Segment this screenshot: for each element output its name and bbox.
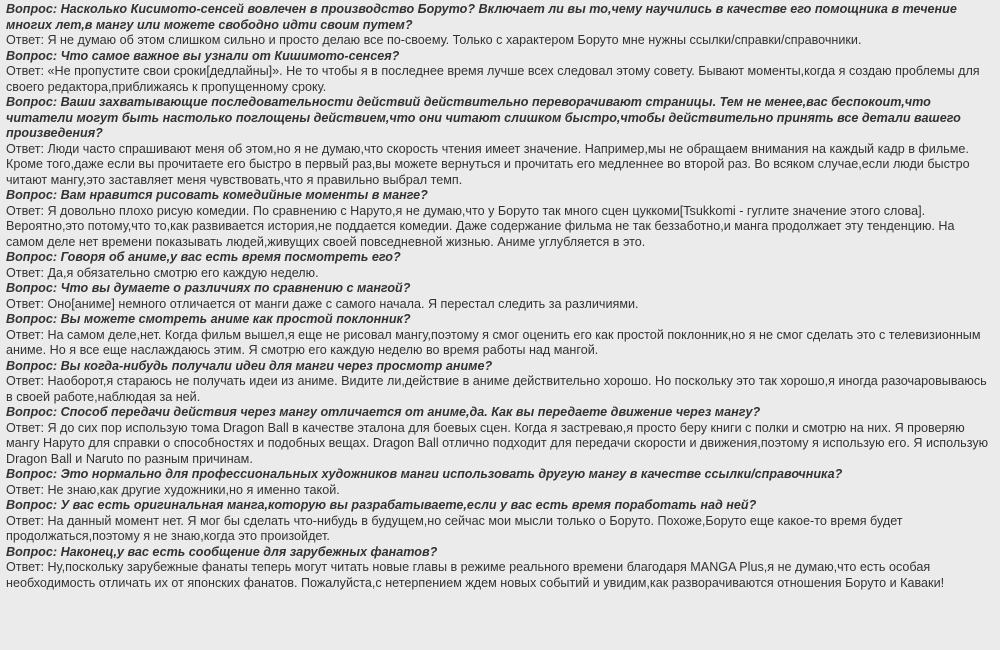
answer: Ответ: Я до сих пор использую тома Dragon Ball в качестве эталона для боевых сцен. Когда я застреваю,я просто беру книги с полки и смотрю на них. Я проверяю мангу Наруто для справки о способностях и подобных вещах. Dragon Ball отлично подходит для передачи скорости и движения,поэтому я использую его. Я использую Dragon Ball и Naruto по разным причинам. (6, 420, 989, 466)
answer: Ответ: На самом деле,нет. Когда фильм вышел,я еще не рисовал мангу,поэтому я смог оценить его как простой поклонник,но я не смог сделать это с телевизионным аниме. Но я все еще наслаждаюсь этим. Я смотрю его каждую неделю во время работы над мангой. (6, 327, 981, 357)
answer: Ответ: Оно[аниме] немного отличается от манги даже с самого начала. Я перестал следить за различиями. (6, 296, 639, 311)
question: Вопрос: Что самое важное вы узнали от Кишимото-сенсея? (6, 48, 400, 63)
question: Вопрос: Это нормально для профессиональных художников манги использовать другую мангу в качестве ссылки/справочника? (6, 467, 843, 481)
answer: Ответ: Не знаю,как другие художники,но я именно такой. (6, 482, 340, 497)
question: Вопрос: Что вы думаете о различиях по сравнению с мангой? (6, 281, 411, 295)
question: Вопрос: Вы можете смотреть аниме как простой поклонник? (6, 312, 411, 326)
answer: Ответ: Люди часто спрашивают меня об этом,но я не думаю,что скорость чтения имеет значение. Например,мы не обращаем внимания на каждый кадр в фильме. Кроме того,даже если вы прочитаете его быстро в первый раз,вы можете вернуться и прочитать его медленнее во второй раз. Во всяком случае,если люди быстро читают мангу,это заставляет меня чувствовать,что я правильно выбрал темп. (6, 141, 970, 187)
question: Вопрос: Вы когда-нибудь получали идеи для манги через просмотр аниме? (6, 358, 493, 373)
question: Вопрос: Вам нравится рисовать комедийные моменты в манге? (6, 188, 428, 202)
question: Вопрос: Наконец,у вас есть сообщение для зарубежных фанатов? (6, 544, 438, 559)
answer: Ответ: Я не думаю об этом слишком сильно и просто делаю все по-своему. Только с характером Боруто мне нужны ссылки/справки/справочники. (6, 33, 862, 47)
question: Вопрос: У вас есть оригинальная манга,которую вы разрабатываете,если у вас есть время поработать над ней? (6, 498, 757, 512)
answer: Ответ: Наоборот,я стараюсь не получать идеи из аниме. Видите ли,действие в аниме действительно хорошо. Но поскольку это так хорошо,я иногда разочаровываюсь в своей работе,наблюдая за ней. (6, 374, 987, 404)
answer: Ответ: Я довольно плохо рисую комедии. По сравнению с Наруто,я не думаю,что у Боруто так много сцен цуккоми[Tsukkomi - гуглите значение этого слова]. Вероятно,это потому,что то,как развивается история,не поддается комедии. Даже содержание фильма не так беззаботно,и манга продолжает эту тенденцию. На самом деле нет времени показывать людей,живущих своей повседневной жизнью. Аниме углубляется в это. (6, 203, 955, 249)
answer: Ответ: Да,я обязательно смотрю его каждую неделю. (6, 265, 319, 280)
question: Вопрос: Ваши захватывающие последовательности действий действительно переворачивают страницы. Тем не менее,вас беспокоит,что читатели могут быть настолько поглощены действием,что они читают слишком быстро,чтобы действительно принять все детали вашего произведения? (6, 95, 961, 140)
question: Вопрос: Говоря об аниме,у вас есть время посмотреть его? (6, 250, 401, 264)
answer: Ответ: Ну,поскольку зарубежные фанаты теперь могут читать новые главы в режиме реального времени благодаря MANGA Plus,я не думаю,что есть особая необходимость отличать их от японских фанатов. Пожалуйста,с нетерпением ждем новых событий и увидим,как разворачиваются отношения Боруто и Каваки! (6, 560, 945, 590)
answer: Ответ: «Не пропустите свои сроки[дедлайны]». Не то чтобы я в последнее время лучше всех следовал этому совету. Бывают моменты,когда я создаю проблемы для своего редактора,приближаясь к пропущенному сроку. (6, 64, 980, 94)
question: Вопрос: Способ передачи действия через мангу отличается от аниме,да. Как вы передаете движение через мангу? (6, 405, 761, 419)
question: Вопрос: Насколько Кисимото-сенсей вовлечен в производство Боруто? Включает ли вы то,чему научились в качестве его помощника в течение многих лет,в мангу или можете свободно идти своим путем? (6, 2, 957, 32)
answer: Ответ: На данный момент нет. Я мог бы сделать что-нибудь в будущем,но сейчас мои мысли только о Боруто. Похоже,Боруто еще какое-то время будет продолжаться,поэтому я не знаю,когда это произойдет. (6, 513, 903, 543)
